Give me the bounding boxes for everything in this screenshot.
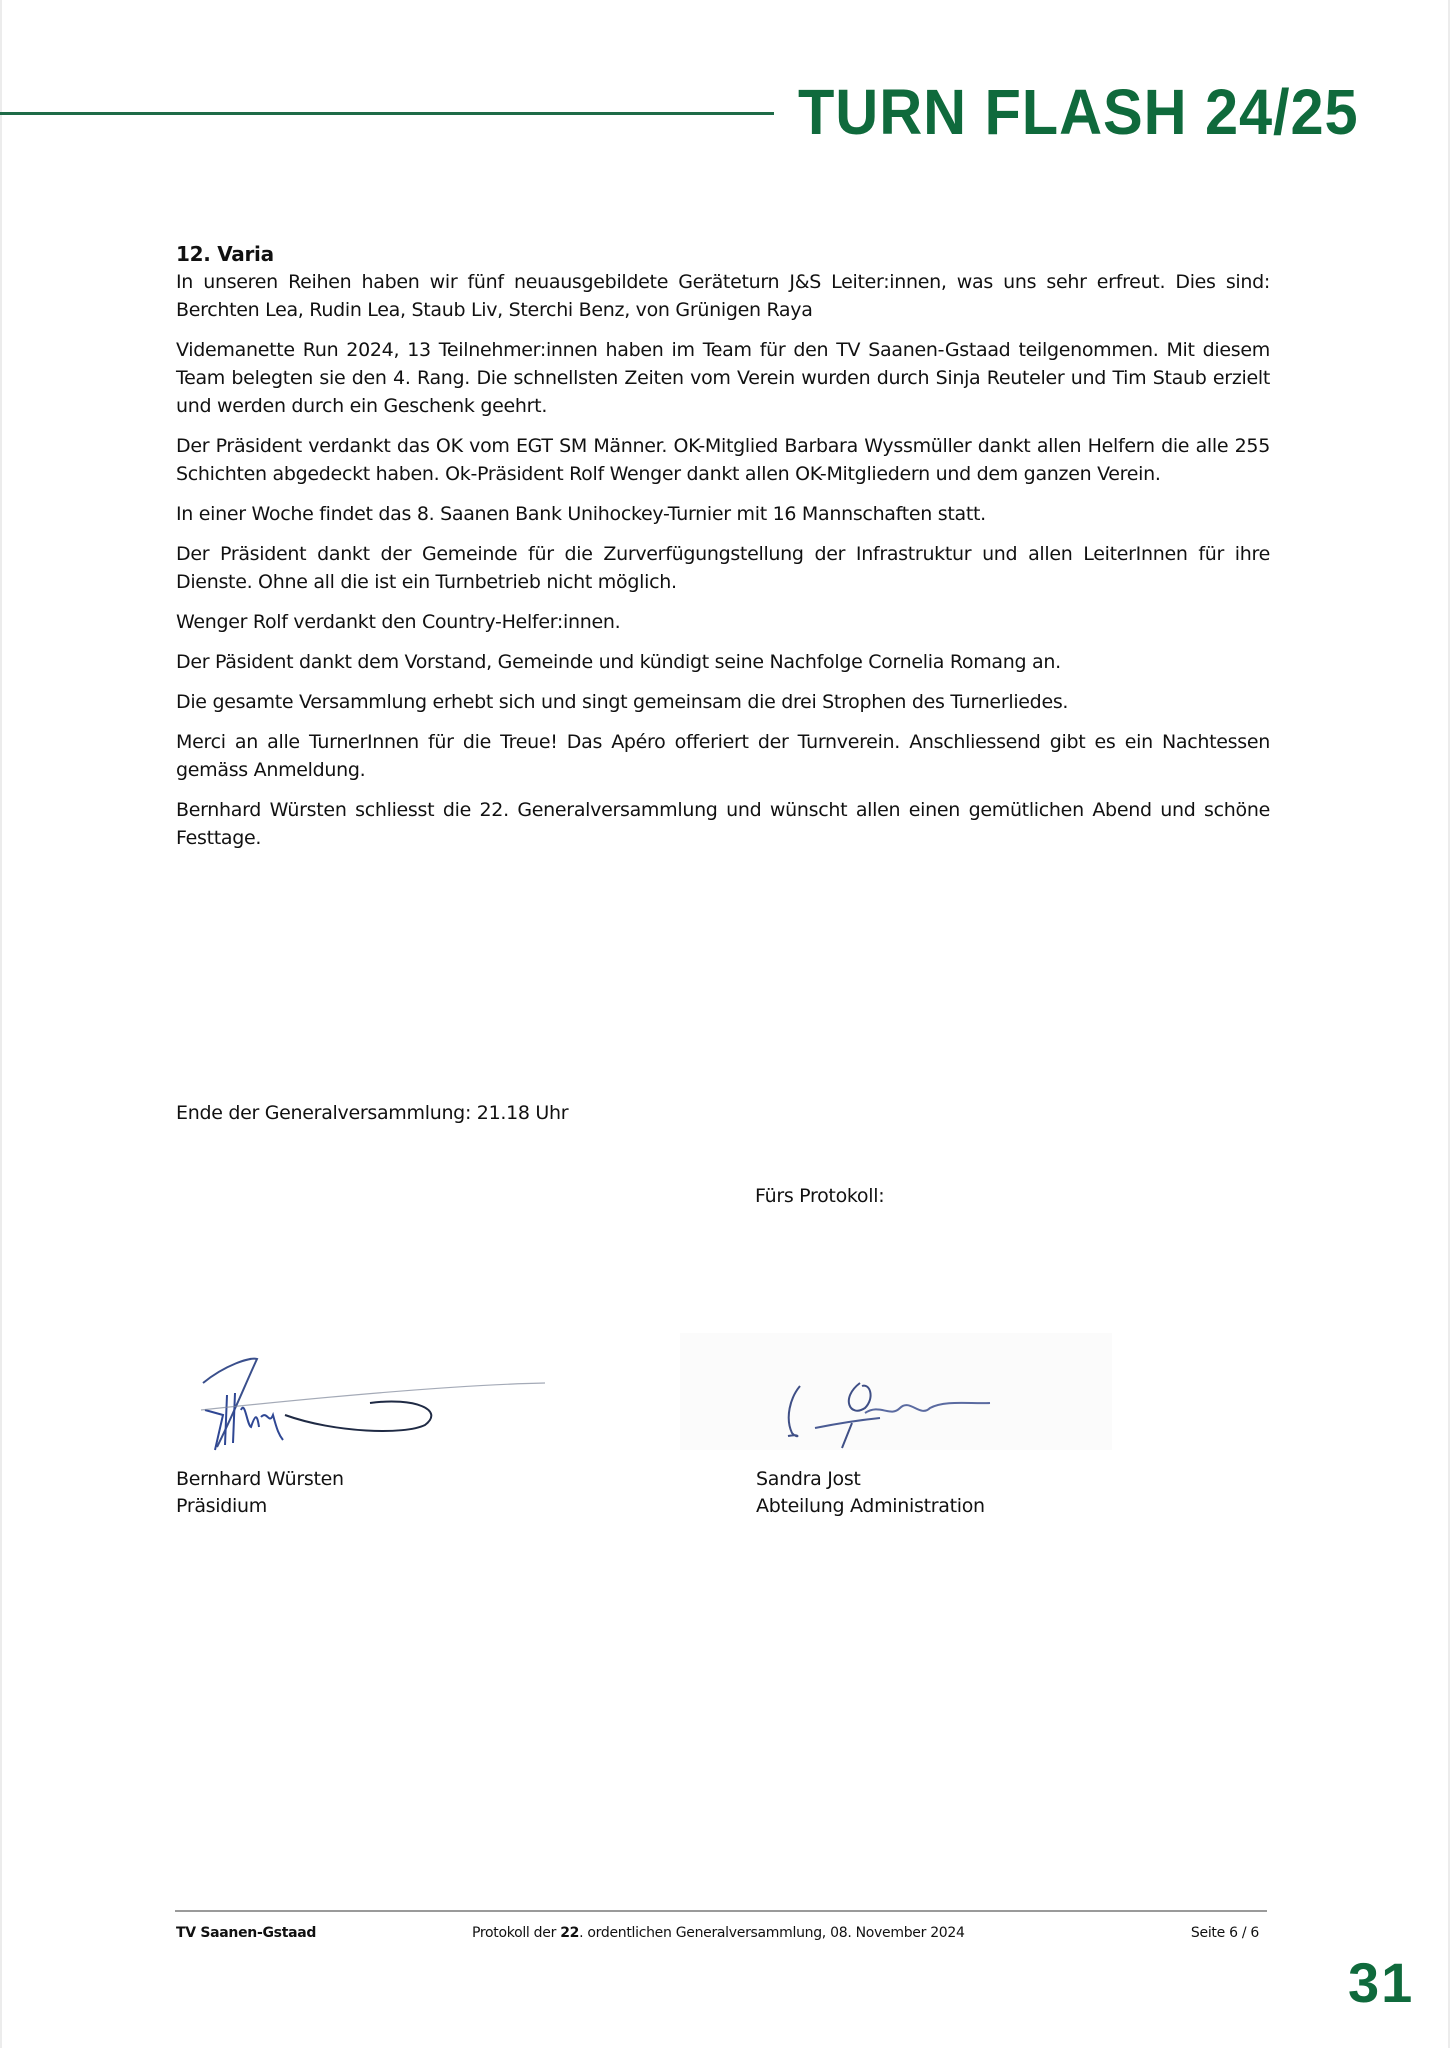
paragraph: In unseren Reihen haben wir fünf neuausgebildete Geräteturn J&S Leiter:innen, was uns sehr erfreut. Dies sind: Berchten Lea, Rudin Lea, Staub Liv, Sterchi Benz, von Grünigen Raya bbox=[176, 271, 1270, 321]
meeting-end-time: Ende der Generalversammlung: 21.18 Uhr bbox=[176, 1102, 569, 1124]
section-heading: 12. Varia bbox=[176, 242, 274, 266]
signatory-name: Bernhard Würsten bbox=[176, 1468, 344, 1490]
paragraph: In einer Woche findet das 8. Saanen Bank Unihockey-Turnier mit 16 Mannschaften statt. bbox=[176, 503, 986, 525]
signatory-role: Abteilung Administration bbox=[756, 1495, 985, 1517]
paragraph: Videmanette Run 2024, 13 Teilnehmer:innen haben im Team für den TV Saanen-Gstaad teilgenommen. Mit diesem Team belegten sie den 4. Rang. Die schnellsten Zeiten vom Verein wurden durch Sinja Reuteler und Tim Staub erzielt und werden durch ein Geschenk geehrt. bbox=[176, 339, 1270, 417]
signature-icon bbox=[195, 1355, 545, 1455]
paragraph: Bernhard Würsten schliesst die 22. Generalversammlung und wünscht allen einen gemütlichen Abend und schöne Festtage. bbox=[176, 799, 1270, 849]
footer-rule bbox=[175, 1910, 1267, 1912]
signature-image-jost bbox=[780, 1378, 995, 1453]
footer-protocol-title bbox=[472, 1924, 965, 1942]
paragraph: Wenger Rolf verdankt den Country-Helfer:innen. bbox=[176, 611, 621, 633]
paragraph: Der Päsident dankt dem Vorstand, Gemeinde und kündigt seine Nachfolge Cornelia Romang an. bbox=[176, 651, 1061, 673]
paragraph: Merci an alle TurnerInnen für die Treue! Das Apéro offeriert der Turnverein. Anschliessend gibt es ein Nachtessen gemäss Anmeldung. bbox=[176, 731, 1270, 781]
protocol-label: Fürs Protokoll: bbox=[755, 1185, 885, 1207]
footer-organization: TV Saanen-Gstaad bbox=[176, 1925, 317, 1941]
signature-icon bbox=[780, 1378, 995, 1453]
header-rule bbox=[0, 112, 774, 115]
paragraph: Der Präsident dankt der Gemeinde für die Zurverfügungstellung der Infrastruktur und allen LeiterInnen für ihre Dienste. Ohne all die ist ein Turnbetrieb nicht möglich. bbox=[176, 543, 1270, 593]
footer-protocol-suffix: . ordentlichen Generalversammlung, 08. November 2024 bbox=[579, 1925, 965, 1941]
signature-image-wuersten bbox=[195, 1355, 545, 1455]
paragraph: Die gesamte Versammlung erhebt sich und singt gemeinsam die drei Strophen des Turnerliedes. bbox=[176, 691, 1069, 713]
section-varia bbox=[176, 240, 1270, 864]
paragraph: Der Präsident verdankt das OK vom EGT SM Männer. OK-Mitglied Barbara Wyssmüller dankt allen Helfern die alle 255 Schichten abgedeckt haben. Ok-Präsident Rolf Wenger dankt allen OK-Mitgliedern und dem ganzen Verein. bbox=[176, 435, 1270, 485]
magazine-page-number: 31 bbox=[1348, 1951, 1415, 2014]
signatory-role: Präsidium bbox=[176, 1495, 267, 1517]
page-edge bbox=[0, 0, 2, 2048]
signatory-name: Sandra Jost bbox=[756, 1468, 861, 1490]
footer-protocol-prefix: Protokoll der bbox=[472, 1925, 561, 1941]
magazine-title: TURN FLASH 24/25 bbox=[798, 76, 1359, 148]
footer-protocol-number: 22 bbox=[560, 1925, 580, 1941]
footer-page-info: Seite 6 / 6 bbox=[1190, 1925, 1259, 1941]
